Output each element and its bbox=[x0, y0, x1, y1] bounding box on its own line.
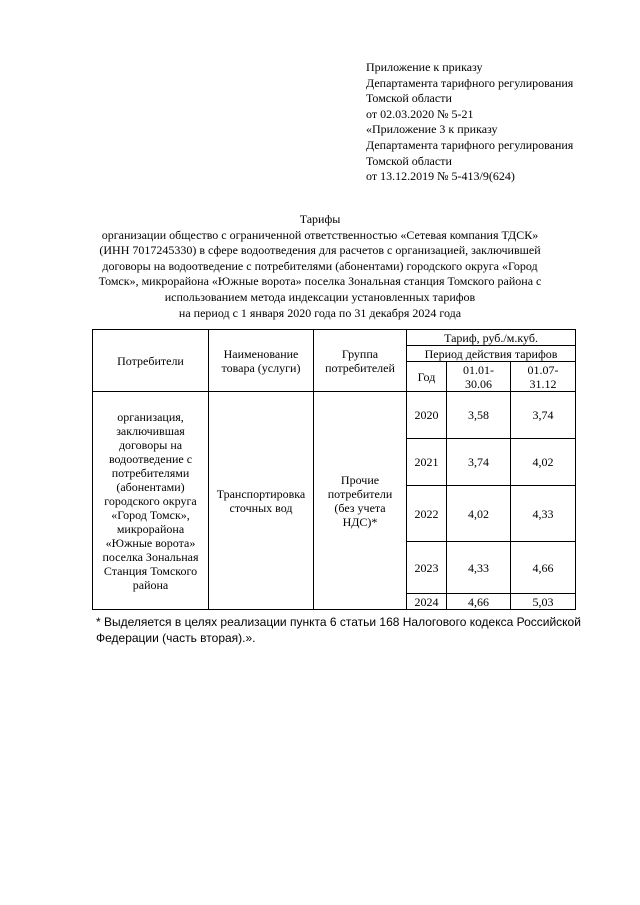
year-cell: 2022 bbox=[407, 486, 447, 542]
title-line: организации общество с ограниченной ответственностью «Сетевая компания ТДСК» bbox=[101, 227, 539, 242]
product-line: сточных вод bbox=[229, 500, 293, 515]
header-product: Наименование товара (услуги) bbox=[209, 330, 314, 392]
title-heading: Тарифы bbox=[299, 212, 341, 226]
footnote-line: Федерации (часть вторая).». bbox=[96, 631, 256, 645]
group-line: (без учета bbox=[334, 500, 386, 515]
header-line: от 13.12.2019 № 5-413/9(624) bbox=[366, 169, 515, 184]
tariff-h1-cell: 4,02 bbox=[447, 486, 511, 542]
header-year: Год bbox=[407, 362, 447, 392]
tariff-h2-cell: 3,74 bbox=[511, 392, 576, 439]
tariff-h1-cell: 4,66 bbox=[447, 594, 511, 610]
header-line: Приложение к приказу bbox=[366, 60, 483, 74]
consumer-line: (абонентами) bbox=[116, 479, 185, 494]
group-line: Прочие bbox=[340, 472, 380, 487]
tariff-table bbox=[92, 329, 576, 610]
tariff-h2-cell: 4,66 bbox=[511, 542, 576, 594]
consumer-line: договоры на bbox=[118, 437, 183, 452]
title-line: (ИНН 7017245330) в сфере водоотведения для расчетов с организацией, заключившей bbox=[99, 243, 541, 258]
header-line: от 02.03.2020 № 5-21 bbox=[366, 106, 474, 121]
consumer-line: организация, bbox=[117, 409, 184, 424]
year-cell: 2021 bbox=[407, 439, 447, 486]
document-title bbox=[60, 212, 580, 321]
consumer-line: заключившая bbox=[116, 423, 185, 438]
footnote-line: * Выделяется в целях реализации пункта 6 статьи 168 Налогового кодекса Российской bbox=[96, 615, 581, 629]
group-cell bbox=[314, 392, 407, 610]
title-line: на период с 1 января 2020 года по 31 декабря 2024 года bbox=[178, 305, 462, 320]
consumer-line: «Город Томск», bbox=[111, 507, 190, 522]
consumer-line: Станция Томского bbox=[103, 563, 198, 578]
consumer-line: водоотведение с bbox=[108, 451, 193, 466]
group-line: потребители bbox=[327, 486, 393, 501]
header-period-h1 bbox=[447, 362, 511, 392]
consumer-line: поселка Зональная bbox=[102, 549, 199, 564]
footnote bbox=[96, 614, 591, 646]
year-cell: 2024 bbox=[407, 594, 447, 610]
tariff-h2-cell: 4,33 bbox=[511, 486, 576, 542]
header-h2-line1: 01.07- bbox=[527, 362, 559, 377]
tariff-h2-cell: 5,03 bbox=[511, 594, 576, 610]
header-group: Группа потребителей bbox=[314, 330, 407, 392]
group-line: НДС)* bbox=[342, 514, 378, 529]
title-line: Томск», микрорайона «Южные ворота» поселка Зональная станция Томского района с bbox=[98, 274, 542, 289]
header-h2-line2: 31.12 bbox=[529, 376, 557, 391]
header-line: Департамента тарифного регулирования bbox=[366, 75, 574, 90]
product-line: Транспортировка bbox=[216, 486, 306, 501]
consumer-line: «Южные ворота» bbox=[105, 535, 196, 550]
year-cell: 2023 bbox=[407, 542, 447, 594]
tariff-h2-cell: 4,02 bbox=[511, 439, 576, 486]
consumers-cell bbox=[93, 392, 209, 610]
tariff-h1-cell: 4,33 bbox=[447, 542, 511, 594]
title-line: использованием метода индексации установленных тарифов bbox=[164, 289, 476, 304]
header-period-h2 bbox=[511, 362, 576, 392]
header-line: Томской области bbox=[366, 153, 452, 168]
title-line: договоры на водоотведение с потребителями (абонентами) городского округа «Город bbox=[102, 258, 538, 273]
consumer-line: потребителями bbox=[111, 465, 190, 480]
header-consumers: Потребители bbox=[93, 330, 209, 392]
tariff-h1-cell: 3,58 bbox=[447, 392, 511, 439]
consumer-line: микрорайона bbox=[116, 521, 185, 536]
consumer-line: района bbox=[132, 577, 169, 592]
product-cell bbox=[209, 392, 314, 610]
consumer-line: городского округа bbox=[104, 493, 197, 508]
header-period: Период действия тарифов bbox=[407, 346, 576, 362]
tariff-h1-cell: 3,74 bbox=[447, 439, 511, 486]
year-cell: 2020 bbox=[407, 392, 447, 439]
header-attachment-block bbox=[366, 60, 626, 185]
header-tariff: Тариф, руб./м.куб. bbox=[407, 330, 576, 346]
header-h1-line2: 30.06 bbox=[465, 376, 492, 391]
header-line: «Приложение 3 к приказу bbox=[366, 122, 498, 137]
header-line: Департамента тарифного регулирования bbox=[366, 137, 574, 152]
header-h1-line1: 01.01- bbox=[463, 362, 494, 377]
header-line: Томской области bbox=[366, 91, 452, 106]
